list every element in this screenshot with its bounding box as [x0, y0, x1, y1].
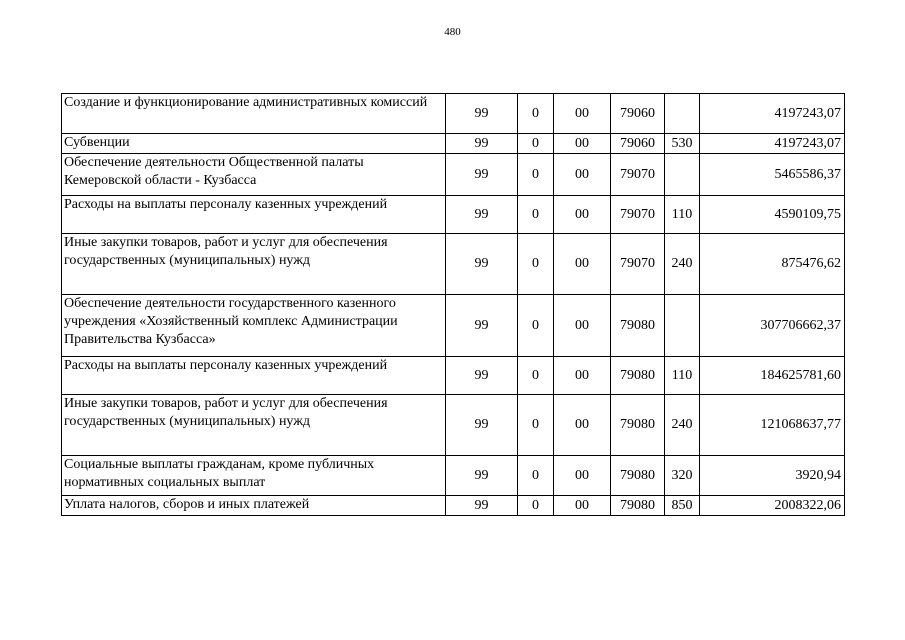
- target-code: 79070: [611, 196, 665, 234]
- amount: 875476,62: [700, 234, 845, 295]
- amount: 3920,94: [700, 456, 845, 496]
- expense-type-code: [665, 154, 700, 196]
- expense-type-code: 240: [665, 395, 700, 456]
- expense-type-code: 240: [665, 234, 700, 295]
- section-code: 99: [446, 134, 518, 154]
- subsection-code: 0: [518, 196, 554, 234]
- section-code: 99: [446, 154, 518, 196]
- target-code: 79080: [611, 395, 665, 456]
- subsection-code: 0: [518, 496, 554, 516]
- table-row: [62, 496, 845, 516]
- program-code: 00: [554, 196, 611, 234]
- row-name: Уплата налогов, сборов и иных платежей: [62, 496, 446, 516]
- subsection-code: 0: [518, 134, 554, 154]
- program-code: 00: [554, 357, 611, 395]
- table-row: [62, 234, 845, 295]
- target-code: 79070: [611, 154, 665, 196]
- row-name: Обеспечение деятельности Общественной палаты Кемеровской области - Кузбасса: [62, 154, 446, 196]
- section-code: 99: [446, 234, 518, 295]
- section-code: 99: [446, 456, 518, 496]
- table-row: [62, 134, 845, 154]
- program-code: 00: [554, 395, 611, 456]
- row-name: Иные закупки товаров, работ и услуг для обеспечения государственных (муниципальных) нужд: [62, 395, 446, 456]
- target-code: 79080: [611, 357, 665, 395]
- amount: 121068637,77: [700, 395, 845, 456]
- section-code: 99: [446, 395, 518, 456]
- section-code: 99: [446, 295, 518, 357]
- subsection-code: 0: [518, 94, 554, 134]
- program-code: 00: [554, 94, 611, 134]
- expense-type-code: 110: [665, 196, 700, 234]
- section-code: 99: [446, 94, 518, 134]
- program-code: 00: [554, 234, 611, 295]
- row-name: Обеспечение деятельности государственного казенного учреждения «Хозяйственный комплекс Администрации Правительства Кузбасса»: [62, 295, 446, 357]
- amount: 4197243,07: [700, 94, 845, 134]
- section-code: 99: [446, 496, 518, 516]
- subsection-code: 0: [518, 456, 554, 496]
- amount: 2008322,06: [700, 496, 845, 516]
- amount: 307706662,37: [700, 295, 845, 357]
- program-code: 00: [554, 295, 611, 357]
- row-name: Создание и функционирование административных комиссий: [62, 94, 446, 134]
- row-name: Иные закупки товаров, работ и услуг для обеспечения государственных (муниципальных) нужд: [62, 234, 446, 295]
- row-name: Расходы на выплаты персоналу казенных учреждений: [62, 357, 446, 395]
- budget-table: [61, 93, 845, 516]
- section-code: 99: [446, 357, 518, 395]
- row-name: Субвенции: [62, 134, 446, 154]
- target-code: 79080: [611, 295, 665, 357]
- amount: 4197243,07: [700, 134, 845, 154]
- table-row: [62, 154, 845, 196]
- expense-type-code: 530: [665, 134, 700, 154]
- subsection-code: 0: [518, 234, 554, 295]
- subsection-code: 0: [518, 154, 554, 196]
- expense-type-code: 110: [665, 357, 700, 395]
- target-code: 79080: [611, 496, 665, 516]
- subsection-code: 0: [518, 357, 554, 395]
- table-row: [62, 456, 845, 496]
- row-name: Расходы на выплаты персоналу казенных учреждений: [62, 196, 446, 234]
- section-code: 99: [446, 196, 518, 234]
- amount: 184625781,60: [700, 357, 845, 395]
- table-row: [62, 357, 845, 395]
- table-row: [62, 295, 845, 357]
- subsection-code: 0: [518, 395, 554, 456]
- program-code: 00: [554, 134, 611, 154]
- target-code: 79060: [611, 94, 665, 134]
- subsection-code: 0: [518, 295, 554, 357]
- expense-type-code: 850: [665, 496, 700, 516]
- expense-type-code: [665, 94, 700, 134]
- expense-type-code: 320: [665, 456, 700, 496]
- target-code: 79080: [611, 456, 665, 496]
- amount: 5465586,37: [700, 154, 845, 196]
- table-row: [62, 196, 845, 234]
- expense-type-code: [665, 295, 700, 357]
- amount: 4590109,75: [700, 196, 845, 234]
- target-code: 79060: [611, 134, 665, 154]
- program-code: 00: [554, 154, 611, 196]
- table-row: [62, 94, 845, 134]
- target-code: 79070: [611, 234, 665, 295]
- program-code: 00: [554, 456, 611, 496]
- row-name: Социальные выплаты гражданам, кроме публичных нормативных социальных выплат: [62, 456, 446, 496]
- page-number: 480: [444, 26, 461, 38]
- table-row: [62, 395, 845, 456]
- program-code: 00: [554, 496, 611, 516]
